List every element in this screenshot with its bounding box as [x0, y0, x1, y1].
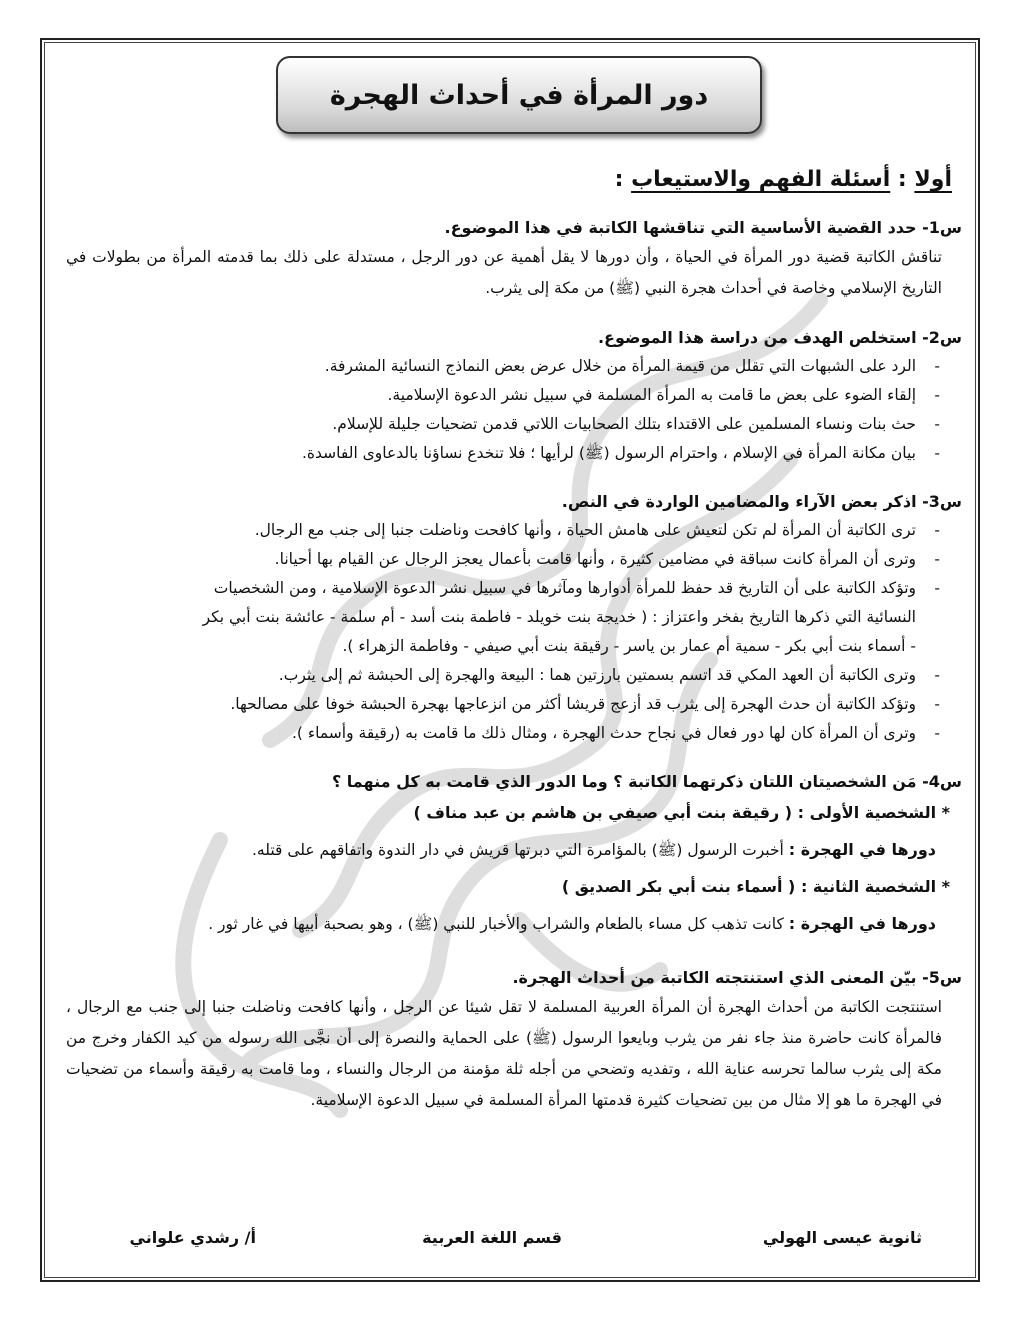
question-3: [62, 488, 962, 516]
first-person-role: دورها في الهجرة : أخبرت الرسول (ﷺ) بالمؤامرة التي دبرتها قريش في دار الندوة واتفاقهم على قتله.: [251, 840, 936, 859]
question-text: مَن الشخصيتان اللتان ذكرتهما الكاتبة ؟ وما الدور الذي قامت به كل منهما ؟: [331, 772, 917, 791]
second-person: * الشخصية الثانية : ( أسماء بنت أبي بكر الصديق ): [561, 877, 950, 896]
list-item: - الرد على الشبهات التي تقلل من قيمة المرأة من خلال عرض بعض النماذج النسائية المشرفة.: [324, 357, 940, 375]
question-4: [62, 768, 962, 796]
footer-school: ثانوية عيسى الهولي: [762, 1228, 922, 1247]
section-heading: أولا : أسئلة الفهم والاستيعاب :: [614, 167, 952, 192]
footer-department: قسم اللغة العربية: [422, 1228, 562, 1247]
question-number: س3-: [922, 492, 962, 511]
list-item: - وترى أن المرأة كان لها دور فعال في نجاح حدث الهجرة ، ومثال ذلك ما قامت به (رقيقة وأسماء ).: [291, 724, 940, 742]
question-text: اذكر بعض الآراء والمضامين الواردة في النص.: [561, 492, 917, 511]
list-item: - إلقاء الضوء على بعض ما قامت به المرأة المسلمة في سبيل نشر الدعوة الإسلامية.: [387, 386, 940, 404]
page-title: دور المرأة في أحداث الهجرة: [329, 79, 709, 111]
list-item: - وتؤكد الكاتبة أن حدث الهجرة إلى يثرب قد أزعج قريشا أكثر من انزعاجها بهجرة الحبشة خوفا على مصالحها.: [230, 695, 940, 713]
section-prefix: أولا: [914, 167, 952, 192]
list-item: - حث بنات ونساء المسلمين على الاقتداء بتلك الصحابيات اللاتي قدمن تضحيات جليلة للإسلام.: [332, 415, 940, 433]
question-5: [62, 964, 962, 992]
question-number: س5-: [922, 968, 962, 987]
list-item: - ترى الكاتبة أن المرأة لم تكن لتعيش على هامش الحياة ، وأنها كافحت وناضلت جنبا إلى جنب مع الرجال.: [254, 521, 940, 539]
second-person-role: دورها في الهجرة : كانت تذهب كل مساء بالطعام والشراب والأخبار للنبي (ﷺ) ، وهو بصحبة أبيها في غار ثور .: [208, 914, 936, 933]
question-text: حدد القضية الأساسية التي تناقشها الكاتبة في هذا الموضوع.: [444, 218, 917, 237]
question-number: س4-: [922, 772, 962, 791]
question-text: استخلص الهدف من دراسة هذا الموضوع.: [597, 328, 917, 347]
list-item: - بيان مكانة المرأة في الإسلام ، واحترام الرسول (ﷺ) لرأيها ؛ فلا تنخدع نساؤنا بالدعاوى الفاسدة.: [301, 444, 940, 462]
title-box: [276, 56, 762, 134]
list-item: - وترى أن المرأة كانت سباقة في مضامين كثيرة ، وأنها قامت بأعمال يعجز الرجال عن القيام بها أحيانا.: [274, 550, 940, 568]
question-text: بيّن المعنى الذي استنتجته الكاتبة من أحداث الهجرة.: [512, 968, 917, 987]
section-label: أسئلة الفهم والاستيعاب: [631, 167, 891, 192]
question-2: [62, 324, 962, 352]
footer-teacher: أ/ رشدي علواني: [129, 1228, 256, 1247]
first-person: * الشخصية الأولى : ( رقيقة بنت أبي صيفي بن هاشم بن عبد مناف ): [413, 803, 950, 822]
question-number: س2-: [922, 328, 962, 347]
list-item-continuation: النسائية التي ذكرها التاريخ بفخر واعتزاز : ( خديجة بنت خويلد - فاطمة بنت أسد - أم سلمة - عائشة بنت أبي بكر: [202, 608, 916, 626]
list-item: - وتؤكد الكاتبة على أن التاريخ قد حفظ للمرأة أدوارها ومآثرها في سبيل نشر الدعوة الإسلامية ، ومن الشخصيات: [213, 579, 940, 597]
content: [62, 164, 962, 1116]
answer-5: استنتجت الكاتبة من أحداث الهجرة أن المرأة العربية المسلمة لا تقل شيئا عن الرجل ، وأنها كافحت وناضلت جنبا إلى جنب مع الرجال ، فالمرأة كانت حاضرة منذ جاء نفر من يثرب وبايعوا الرسول (ﷺ) على الحماية والنصرة إلى أن نجَّى الله رسوله من كيد الكفار وخرج من مكة إلى يثرب سالما تحرسه عناية الله ، وتفديه وتضحي من أجله ثلة مؤمنة من الرجال والنساء ، وما قامت به رقيقة وأسماء من تضحيات في الهجرة ما هو إلا مثال من بين تضحيات كثيرة قدمتها المرأة المسلمة في سبيل الدعوة الإسلامية.: [66, 998, 942, 1109]
question-number: س1-: [922, 218, 962, 237]
list-item-continuation: - أسماء بنت أبي بكر - سمية أم عمار بن ياسر - رقيقة بنت أبي صيفي - وفاطمة الزهراء ).: [342, 637, 916, 655]
section-suffix: :: [614, 167, 624, 192]
list-item: - وترى الكاتبة أن العهد المكي قد اتسم بسمتين بارزتين هما : البيعة والهجرة إلى الحبشة ثم إلى يثرب.: [278, 666, 940, 684]
answer-1: تناقش الكاتبة قضية دور المرأة في الحياة ، وأن دورها لا يقل أهمية عن دور الرجل ، مستدلة على ذلك بما قدمته المرأة من بطولات في التاريخ الإسلامي وخاصة في أحداث هجرة النبي (ﷺ) من مكة إلى يثرب.: [66, 248, 942, 297]
question-1: [62, 214, 962, 242]
footer: [62, 1228, 962, 1258]
